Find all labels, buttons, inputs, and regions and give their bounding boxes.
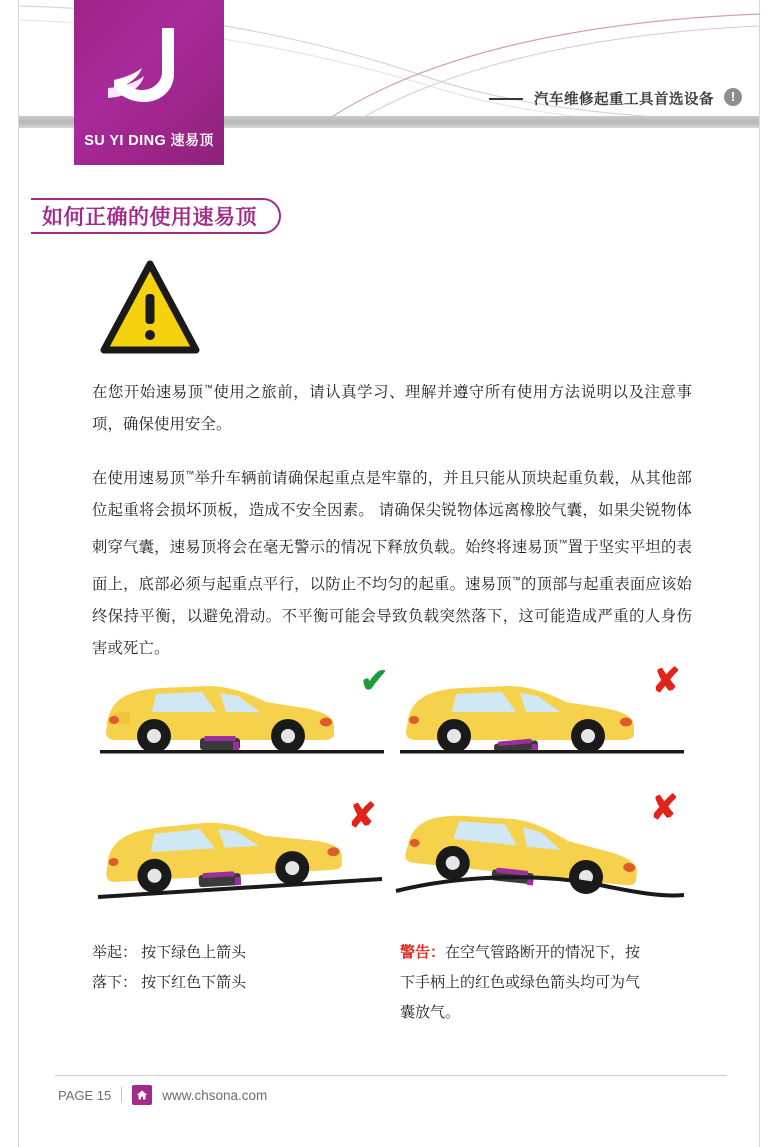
tagline-badge-icon: !: [724, 88, 742, 106]
left-rule: [18, 0, 19, 1147]
paragraph-2: [92, 458, 692, 665]
tagline-text: 汽车维修起重工具首选设备: [534, 92, 714, 108]
paragraph-2-text-b: 举升车辆前请确保起重点是牢靠的，并且只能从顶块起重负载，从其他部位起重将会损坏顶板，造成不安全因素。 请确保尖锐物体远离橡胶气囊，如果尖锐物体刺穿气囊，速易顶将会在毫无警示的情况下释放负载。始终将速易顶: [92, 470, 693, 557]
paragraph-2-text-c: 置于坚实平坦的表面上，底部必须与起重点平行，以防止不均匀的起重。速易顶: [92, 539, 692, 594]
logo-wordmark: [74, 130, 224, 150]
logo-text-cn: 速易顶: [170, 132, 214, 148]
figure-mark-x: ✘: [348, 797, 377, 835]
trademark-symbol: ™: [558, 538, 568, 549]
caption-warning-label: 警告：: [400, 944, 446, 961]
home-glyph: [136, 1089, 148, 1101]
warning-triangle-icon: [100, 258, 200, 358]
paragraph-1-text-b: 使用之旅前，请认真学习、理解并遵守所有使用方法说明以及注意事项，确保使用安全。: [92, 384, 692, 434]
footer-divider: [55, 1075, 727, 1076]
car-illustration: [390, 650, 690, 785]
footer-url[interactable]: www.chsona.com: [162, 1087, 268, 1103]
figure-mark-x: ✘: [652, 662, 681, 700]
brand-logo-block: [74, 0, 224, 165]
trademark-symbol: ™: [511, 575, 521, 586]
footer: [58, 1085, 267, 1105]
section-title: 如何正确的使用速易顶: [26, 198, 281, 234]
caption-operation: [92, 938, 342, 998]
figure-mark-x: ✘: [650, 789, 679, 827]
caption-lift-line: 举起： 按下绿色上箭头: [92, 944, 247, 961]
caption-warning-text: 在空气管路断开的情况下，按下手柄上的红色或绿色箭头均可为气囊放气。: [400, 944, 641, 1021]
logo-text-en: SU YI DING: [84, 133, 167, 149]
illustration-grid: [90, 650, 690, 920]
paragraph-1-text-a: 在您开始速易顶: [92, 384, 204, 402]
trademark-symbol: ™: [185, 469, 195, 479]
home-icon: [132, 1085, 152, 1105]
paragraph-1: [92, 372, 692, 441]
figure-car-on-sloped-ground: [90, 785, 390, 920]
figure-car-on-flat-ground-correct: [90, 650, 390, 785]
car-illustration: [390, 785, 690, 920]
title-mask: [19, 196, 31, 236]
paragraph-2-text-d: 的顶部与起重表面应该始终保持平衡，以避免滑动。不平衡可能会导致负载突然落下，这可能造成严重的人身伤害或死亡。: [92, 576, 693, 658]
figure-mark-check: ✔: [360, 662, 389, 700]
header-tagline: [489, 88, 714, 109]
logo-j-icon: [74, 18, 224, 110]
caption-lower-line: 落下： 按下红色下箭头: [92, 974, 247, 991]
right-rule: [759, 0, 760, 1147]
paragraph-2-text-a: 在使用速易顶: [92, 470, 186, 488]
car-illustration: [90, 650, 390, 785]
trademark-symbol: ™: [203, 383, 213, 393]
figure-car-on-uneven-ground: [390, 785, 690, 920]
figure-car-jack-at-wrong-point: [390, 650, 690, 785]
car-illustration: [90, 785, 390, 920]
page-number: PAGE 15: [58, 1087, 112, 1103]
tagline-dash: [489, 98, 523, 100]
caption-warning: [400, 938, 650, 1028]
footer-separator: [121, 1087, 122, 1103]
